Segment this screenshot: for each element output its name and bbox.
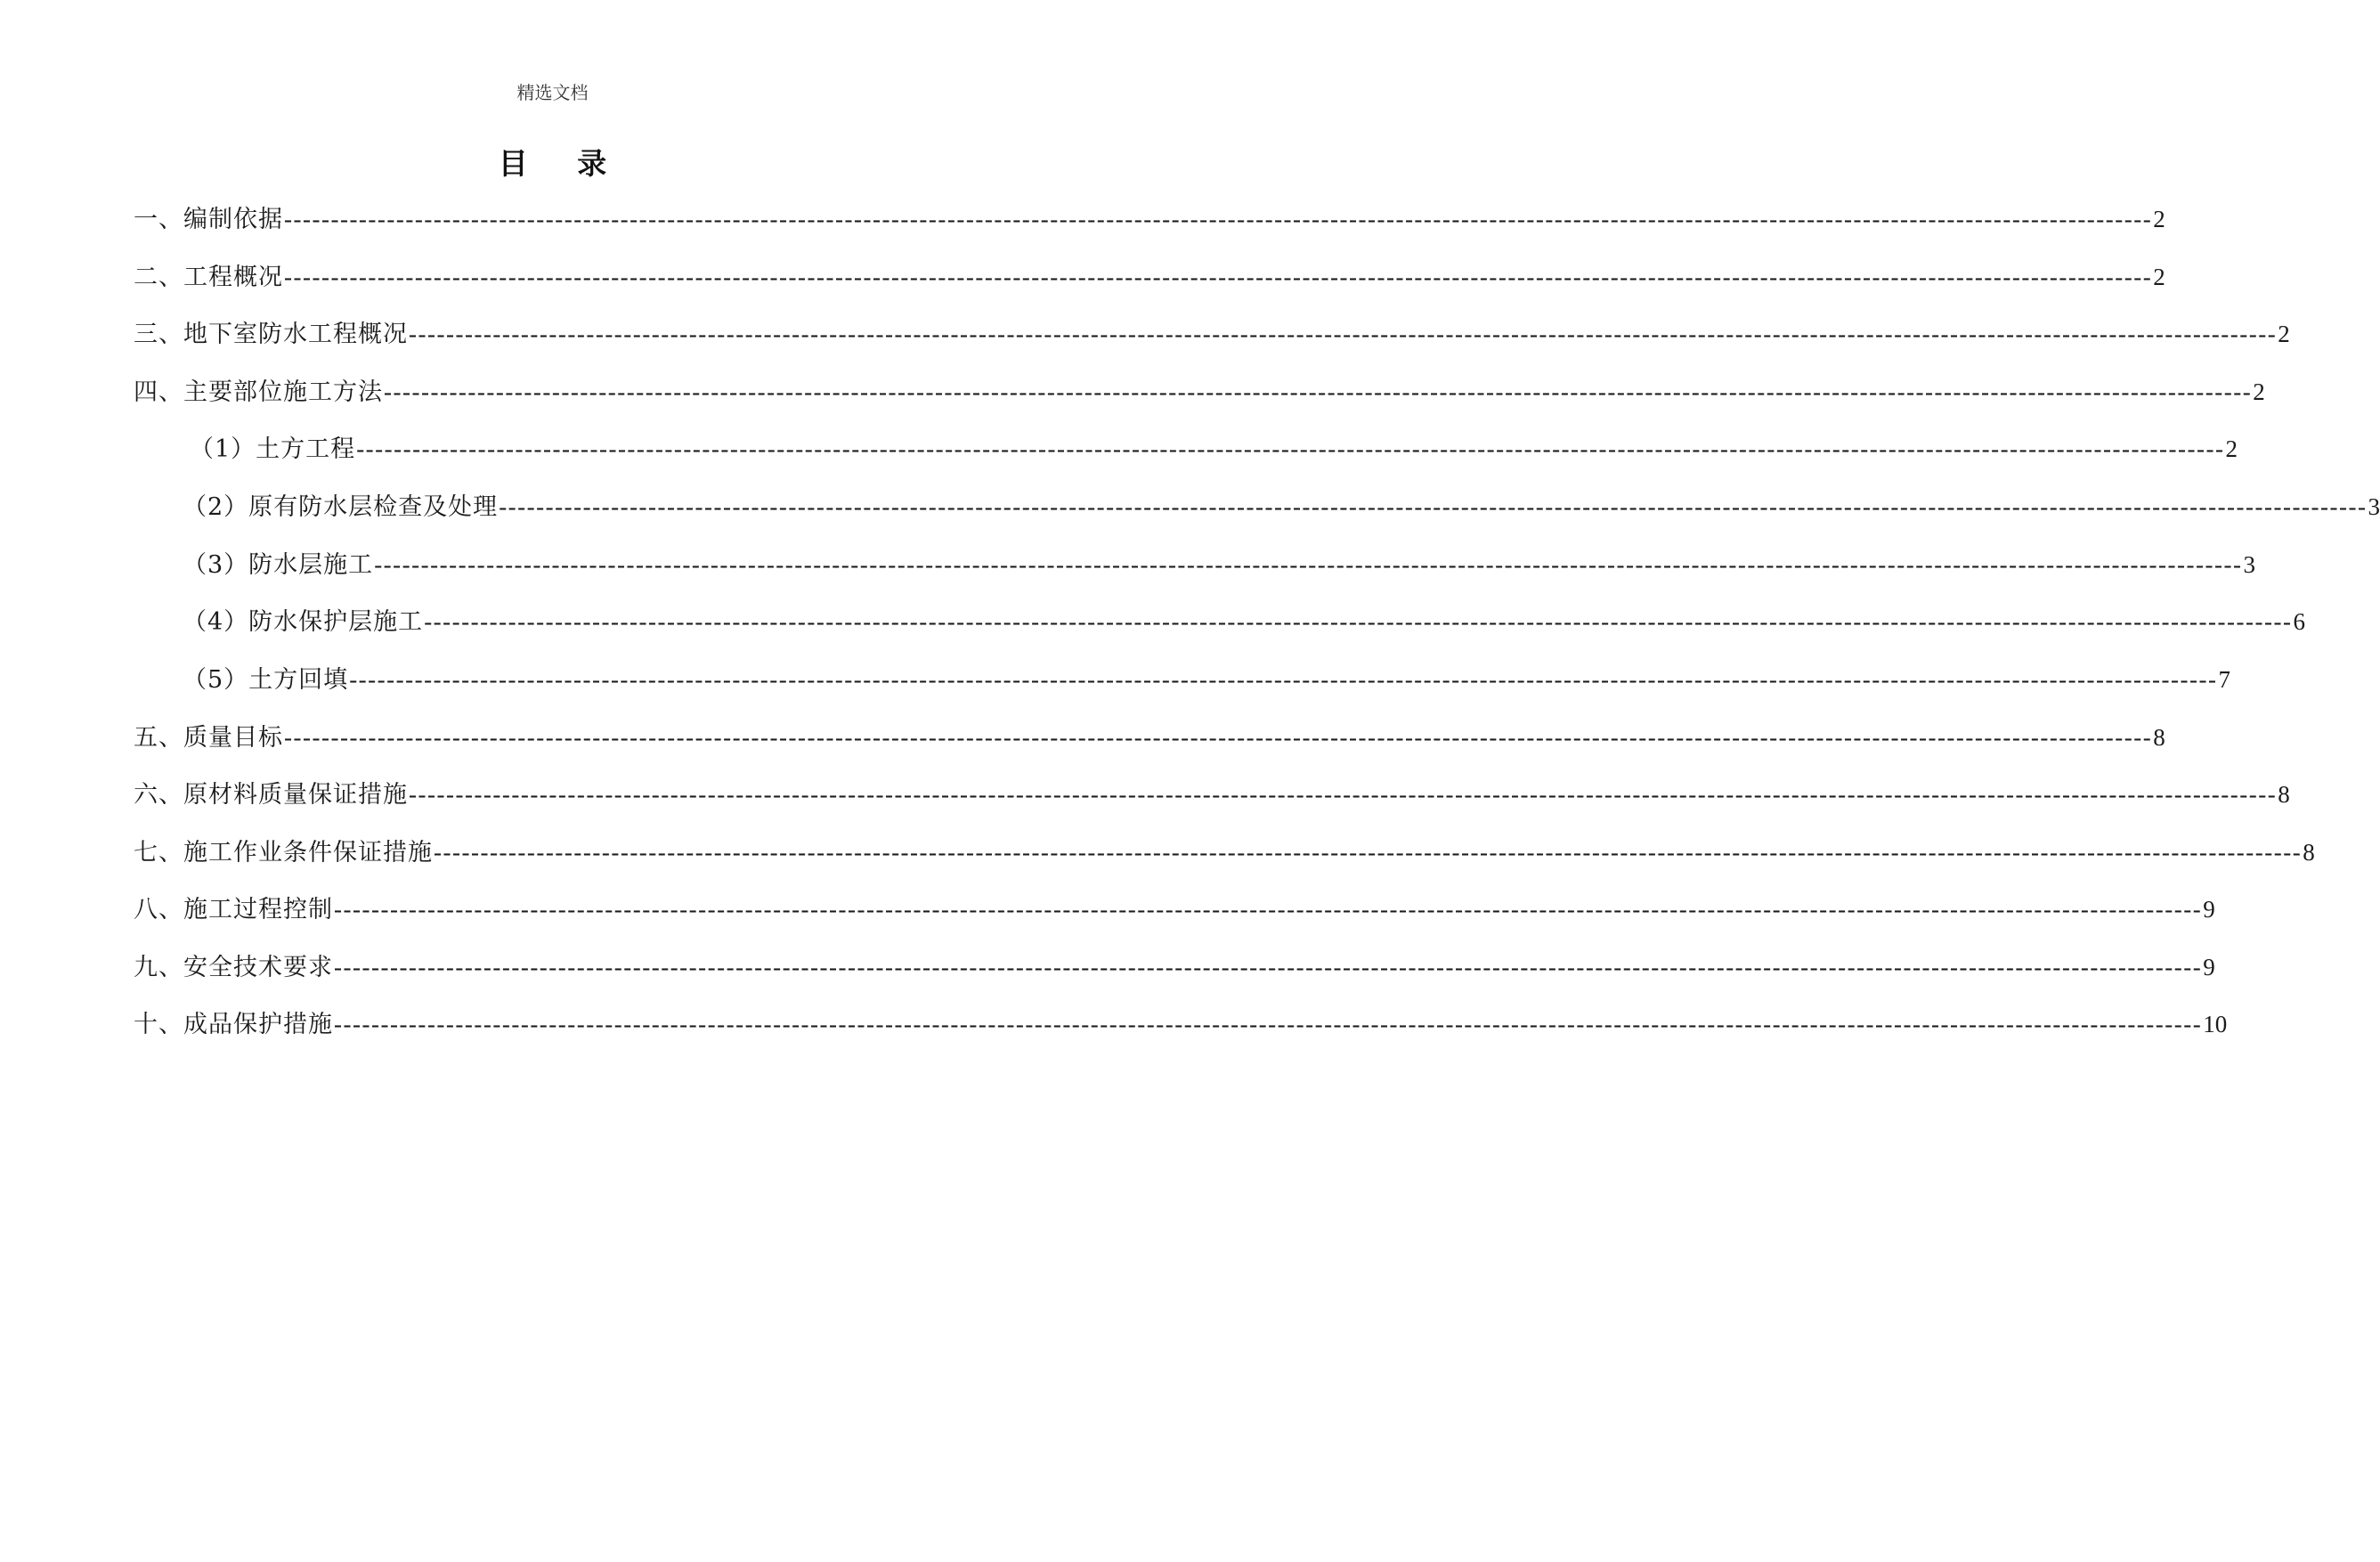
- toc-entry-label: 四、主要部位施工方法: [134, 378, 383, 406]
- toc-entry-label: 十、成品保护措施: [134, 1011, 333, 1038]
- toc-leader-dashes: --------------------------------------------------------------------------------------------------------------------------------------------------------------------------------------------------------: [334, 954, 2203, 980]
- toc-entry-label: 三、地下室防水工程概况: [134, 321, 408, 348]
- toc-entry-label: （4）防水保护层施工: [183, 608, 424, 636]
- toc-leader-dashes: --------------------------------------------------------------------------------------------------------------------------------------------------------------------------------------------------------: [334, 896, 2203, 923]
- toc-leader-dashes: --------------------------------------------------------------------------------------------------------------------------------------------------------------------------------------------------------: [424, 608, 2293, 635]
- toc-entry-label: 二、工程概况: [134, 264, 283, 291]
- toc-page-number: 9: [2203, 896, 2215, 923]
- toc-leader-dashes: --------------------------------------------------------------------------------------------------------------------------------------------------------------------------------------------------------: [434, 839, 2303, 866]
- toc-entry-9[interactable]: [134, 951, 2215, 984]
- toc-page-number: 2: [2278, 321, 2290, 347]
- toc-entry-label: （3）防水层施工: [183, 551, 374, 579]
- toc-page-number: 2: [2153, 206, 2165, 232]
- toc-page-number: 3: [2368, 493, 2380, 520]
- toc-entry-5[interactable]: [134, 721, 2165, 754]
- toc-entry-4-5[interactable]: [183, 663, 2230, 696]
- toc-entry-1[interactable]: [134, 203, 2165, 236]
- toc-leader-dashes: --------------------------------------------------------------------------------------------------------------------------------------------------------------------------------------------------------: [409, 781, 2278, 808]
- toc-entry-4-3[interactable]: [183, 549, 2255, 582]
- toc-entry-label: 六、原材料质量保证措施: [134, 781, 408, 809]
- toc-entry-label: 八、施工过程控制: [134, 896, 333, 923]
- toc-page-number: 7: [2218, 666, 2230, 693]
- toc-entry-3[interactable]: [134, 318, 2290, 351]
- toc-page-number: 2: [2253, 378, 2265, 405]
- toc-leader-dashes: --------------------------------------------------------------------------------------------------------------------------------------------------------------------------------------------------------: [284, 264, 2153, 290]
- toc-page-number: 9: [2203, 954, 2215, 980]
- toc-leader-dashes: --------------------------------------------------------------------------------------------------------------------------------------------------------------------------------------------------------: [349, 666, 2218, 693]
- toc-leader-dashes: --------------------------------------------------------------------------------------------------------------------------------------------------------------------------------------------------------: [284, 724, 2153, 751]
- toc-entry-label: 一、编制依据: [134, 206, 283, 233]
- toc-leader-dashes: --------------------------------------------------------------------------------------------------------------------------------------------------------------------------------------------------------: [409, 321, 2278, 347]
- toc-entry-4-4[interactable]: [183, 606, 2305, 639]
- toc-page-number: 8: [2153, 724, 2165, 751]
- page-header: 精选文档: [516, 82, 589, 103]
- toc-leader-dashes: --------------------------------------------------------------------------------------------------------------------------------------------------------------------------------------------------------: [384, 378, 2253, 405]
- toc-entry-8[interactable]: [134, 893, 2215, 926]
- toc-entry-7[interactable]: [134, 836, 2315, 869]
- toc-entry-4-2[interactable]: [183, 491, 2380, 524]
- toc-page-number: 8: [2278, 781, 2290, 808]
- toc-entry-label: 七、施工作业条件保证措施: [134, 839, 433, 866]
- page-title: 目 录: [498, 146, 627, 181]
- toc-leader-dashes: --------------------------------------------------------------------------------------------------------------------------------------------------------------------------------------------------------: [374, 551, 2243, 578]
- toc-entry-label: （5）土方回填: [183, 666, 349, 694]
- toc-page-number: 6: [2293, 608, 2305, 635]
- toc-leader-dashes: --------------------------------------------------------------------------------------------------------------------------------------------------------------------------------------------------------: [284, 206, 2153, 232]
- toc-entry-6[interactable]: [134, 778, 2290, 811]
- toc-page-number: 2: [2153, 264, 2165, 290]
- toc-entry-10[interactable]: [134, 1008, 2228, 1041]
- toc-entry-label: 九、安全技术要求: [134, 954, 333, 981]
- toc-entry-4-1[interactable]: [190, 433, 2238, 466]
- toc-entry-label: 五、质量目标: [134, 724, 283, 752]
- toc-leader-dashes: --------------------------------------------------------------------------------------------------------------------------------------------------------------------------------------------------------: [334, 1011, 2203, 1037]
- toc-leader-dashes: --------------------------------------------------------------------------------------------------------------------------------------------------------------------------------------------------------: [356, 435, 2225, 462]
- toc-page-number: 3: [2243, 551, 2255, 578]
- toc-entry-label: （2）原有防水层检查及处理: [183, 493, 499, 521]
- toc-page-number: 10: [2203, 1011, 2228, 1037]
- toc-entry-4[interactable]: [134, 376, 2265, 409]
- toc-leader-dashes: --------------------------------------------------------------------------------------------------------------------------------------------------------------------------------------------------------: [499, 493, 2368, 520]
- toc-entry-2[interactable]: [134, 261, 2165, 294]
- toc-entry-label: （1）土方工程: [190, 435, 356, 463]
- toc-page-number: 8: [2303, 839, 2315, 866]
- toc-page-number: 2: [2225, 435, 2238, 462]
